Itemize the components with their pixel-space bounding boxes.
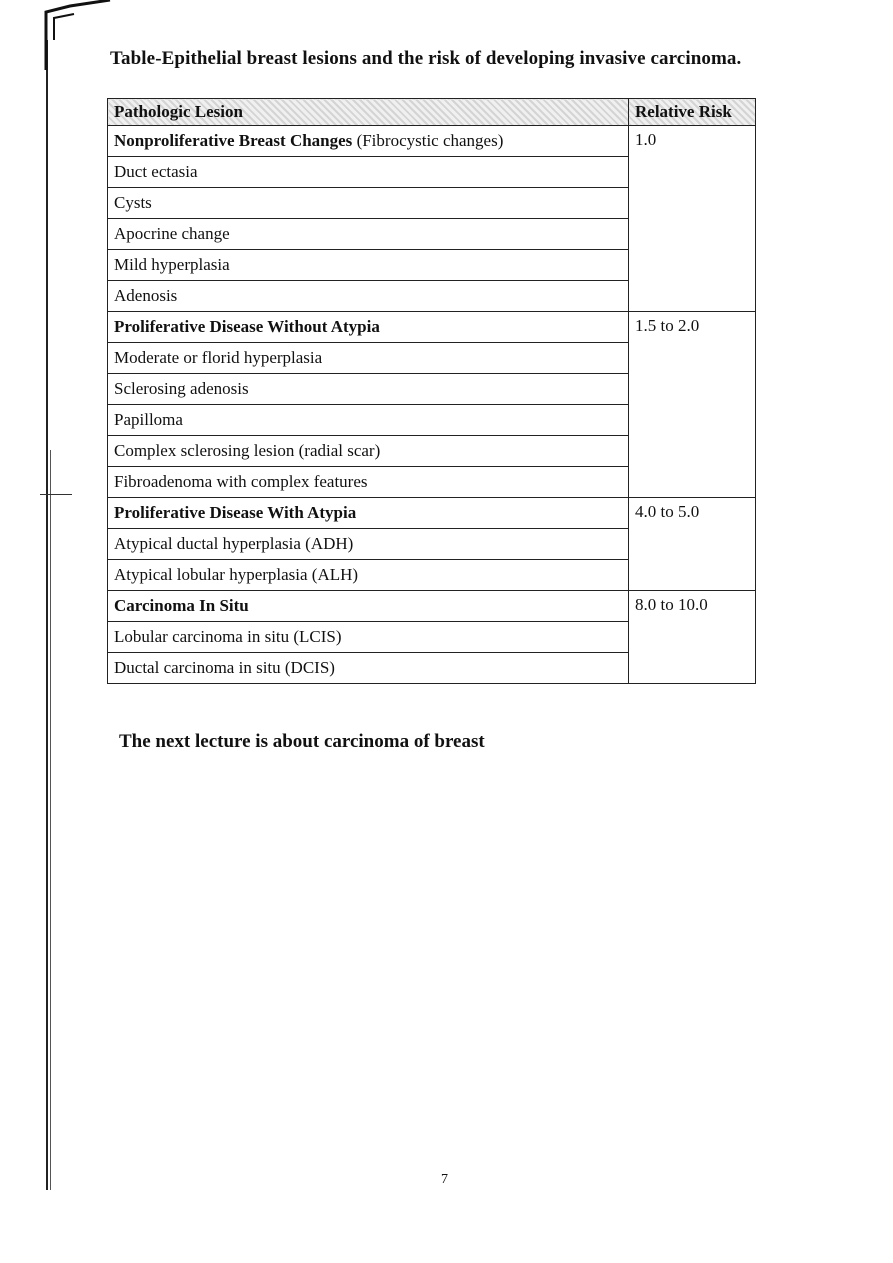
group-heading-cell <box>108 591 629 622</box>
lesion-cell: Papilloma <box>108 405 629 436</box>
lesion-cell: Atypical ductal hyperplasia (ADH) <box>108 529 629 560</box>
lesion-risk-table <box>107 98 756 684</box>
relative-risk-cell: 1.5 to 2.0 <box>629 312 756 498</box>
lesion-cell: Adenosis <box>108 281 629 312</box>
group-heading: Proliferative Disease Without Atypia <box>114 317 380 336</box>
table-row-group-heading <box>108 312 756 343</box>
group-heading-cell <box>108 498 629 529</box>
binding-line <box>46 40 48 1190</box>
page-number: 7 <box>441 1172 448 1187</box>
lesion-cell: Apocrine change <box>108 219 629 250</box>
margin-tick <box>40 494 72 495</box>
lesion-cell: Moderate or florid hyperplasia <box>108 343 629 374</box>
table-row-group-heading <box>108 126 756 157</box>
table-row-group-heading <box>108 591 756 622</box>
table-body <box>108 126 756 684</box>
group-heading: Carcinoma In Situ <box>114 596 249 615</box>
lesion-cell: Lobular carcinoma in situ (LCIS) <box>108 622 629 653</box>
lesion-cell: Cysts <box>108 188 629 219</box>
relative-risk-cell: 1.0 <box>629 126 756 312</box>
group-heading: Proliferative Disease With Atypia <box>114 503 357 522</box>
document-title: Table-Epithelial breast lesions and the risk of developing invasive carcinoma. <box>110 48 742 69</box>
group-heading-cell <box>108 312 629 343</box>
lesion-cell: Complex sclerosing lesion (radial scar) <box>108 436 629 467</box>
lesion-cell: Ductal carcinoma in situ (DCIS) <box>108 653 629 684</box>
next-lecture-note: The next lecture is about carcinoma of breast <box>119 731 485 752</box>
lesion-cell: Sclerosing adenosis <box>108 374 629 405</box>
binding-line-inner <box>50 450 51 1190</box>
header-relative-risk: Relative Risk <box>629 99 756 126</box>
table-row-group-heading <box>108 498 756 529</box>
group-heading: Nonproliferative Breast Changes <box>114 131 353 150</box>
lesion-cell: Mild hyperplasia <box>108 250 629 281</box>
group-heading-note: (Fibrocystic changes) <box>356 131 504 150</box>
lesion-cell: Atypical lobular hyperplasia (ALH) <box>108 560 629 591</box>
lesion-cell: Fibroadenoma with complex features <box>108 467 629 498</box>
group-heading-cell <box>108 126 629 157</box>
relative-risk-cell: 8.0 to 10.0 <box>629 591 756 684</box>
header-pathologic-lesion: Pathologic Lesion <box>108 99 629 126</box>
corner-mark-icon <box>40 0 120 70</box>
table-header-row <box>108 99 756 126</box>
relative-risk-cell: 4.0 to 5.0 <box>629 498 756 591</box>
lesion-cell: Duct ectasia <box>108 157 629 188</box>
